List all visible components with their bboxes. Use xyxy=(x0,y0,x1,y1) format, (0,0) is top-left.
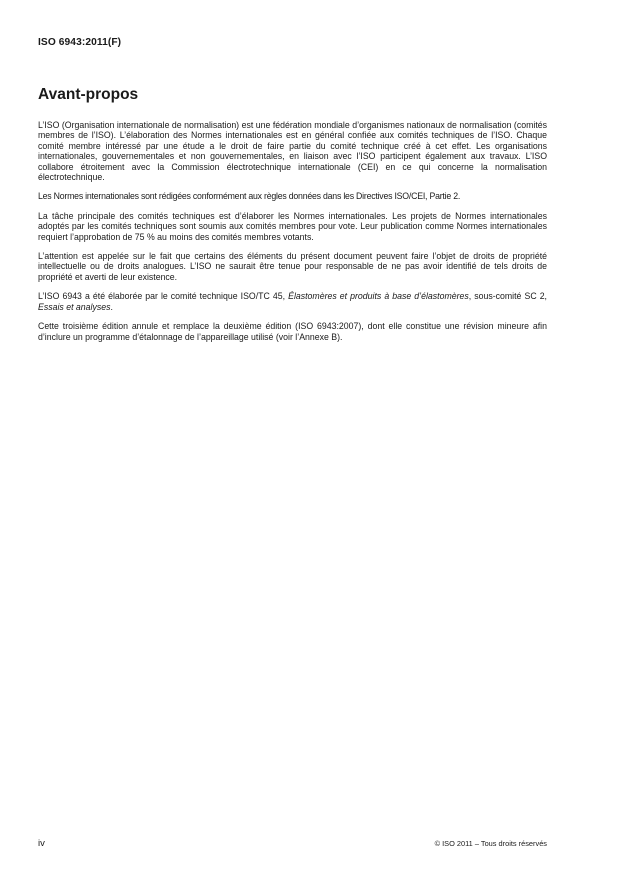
paragraph-edition-note: Cette troisième édition annule et remplace la deuxième édition (ISO 6943:2007), dont elle constitue une révision mineure afin d’inclure un programme d’étalonnage de l’appareillage utilisé (voir l’Annexe B). xyxy=(38,321,547,342)
foreword-body xyxy=(38,120,547,351)
page-number: iv xyxy=(38,838,45,849)
paragraph-drafting-rules: Les Normes internationales sont rédigées conformément aux règles données dans les Directives ISO/CEI, Partie 2. xyxy=(38,191,461,202)
committee-title: Élastomères et produits à base d’élastomères xyxy=(288,291,469,302)
prepared-by-text-2: , sous-comité SC 2, xyxy=(468,291,547,302)
section-title: Avant-propos xyxy=(38,86,139,103)
prepared-by-text-3: . xyxy=(110,301,113,312)
document-id-header: ISO 6943:2011(F) xyxy=(38,37,122,48)
paragraph-prepared-by xyxy=(38,291,547,312)
subcommittee-title: Essais et analyses xyxy=(38,301,111,312)
paragraph-patent-rights: L’attention est appelée sur le fait que certains des éléments du présent document peuvent faire l’objet de droits de propriété intellectuelle ou de droits analogues. L’ISO ne saurait être tenue pour responsable de ne pas avoir identifié de tels droits de propriété et averti de leur existence. xyxy=(38,251,547,282)
prepared-by-text-1: L’ISO 6943 a été élaborée par le comité technique ISO/TC 45, xyxy=(38,291,289,302)
paragraph-iso-organisation: L’ISO (Organisation internationale de normalisation) est une fédération mondiale d’organismes nationaux de normalisation (comités membres de l’ISO). L’élaboration des Normes internationales est en général confiée aux comités techniques de l’ISO. Chaque comité membre intéressé par une étude a le droit de faire partie du comité technique créé à cet effet. Les organisations internationales, gouvernementales et non gouvernementales, en liaison avec l’ISO participent également aux travaux. L’ISO collabore étroitement avec la Commission électrotechnique internationale (CEI) en ce qui concerne la normalisation électrotechnique. xyxy=(38,120,547,183)
paragraph-technical-committees: La tâche principale des comités techniques est d’élaborer les Normes internationales. Les projets de Normes internationales adoptés par les comités techniques sont soumis aux comités membres pour vote. Leur publication comme Normes internationales requiert l’approbation de 75 % au moins des comités membres votants. xyxy=(38,210,547,242)
copyright-notice: © ISO 2011 – Tous droits réservés xyxy=(434,839,547,848)
